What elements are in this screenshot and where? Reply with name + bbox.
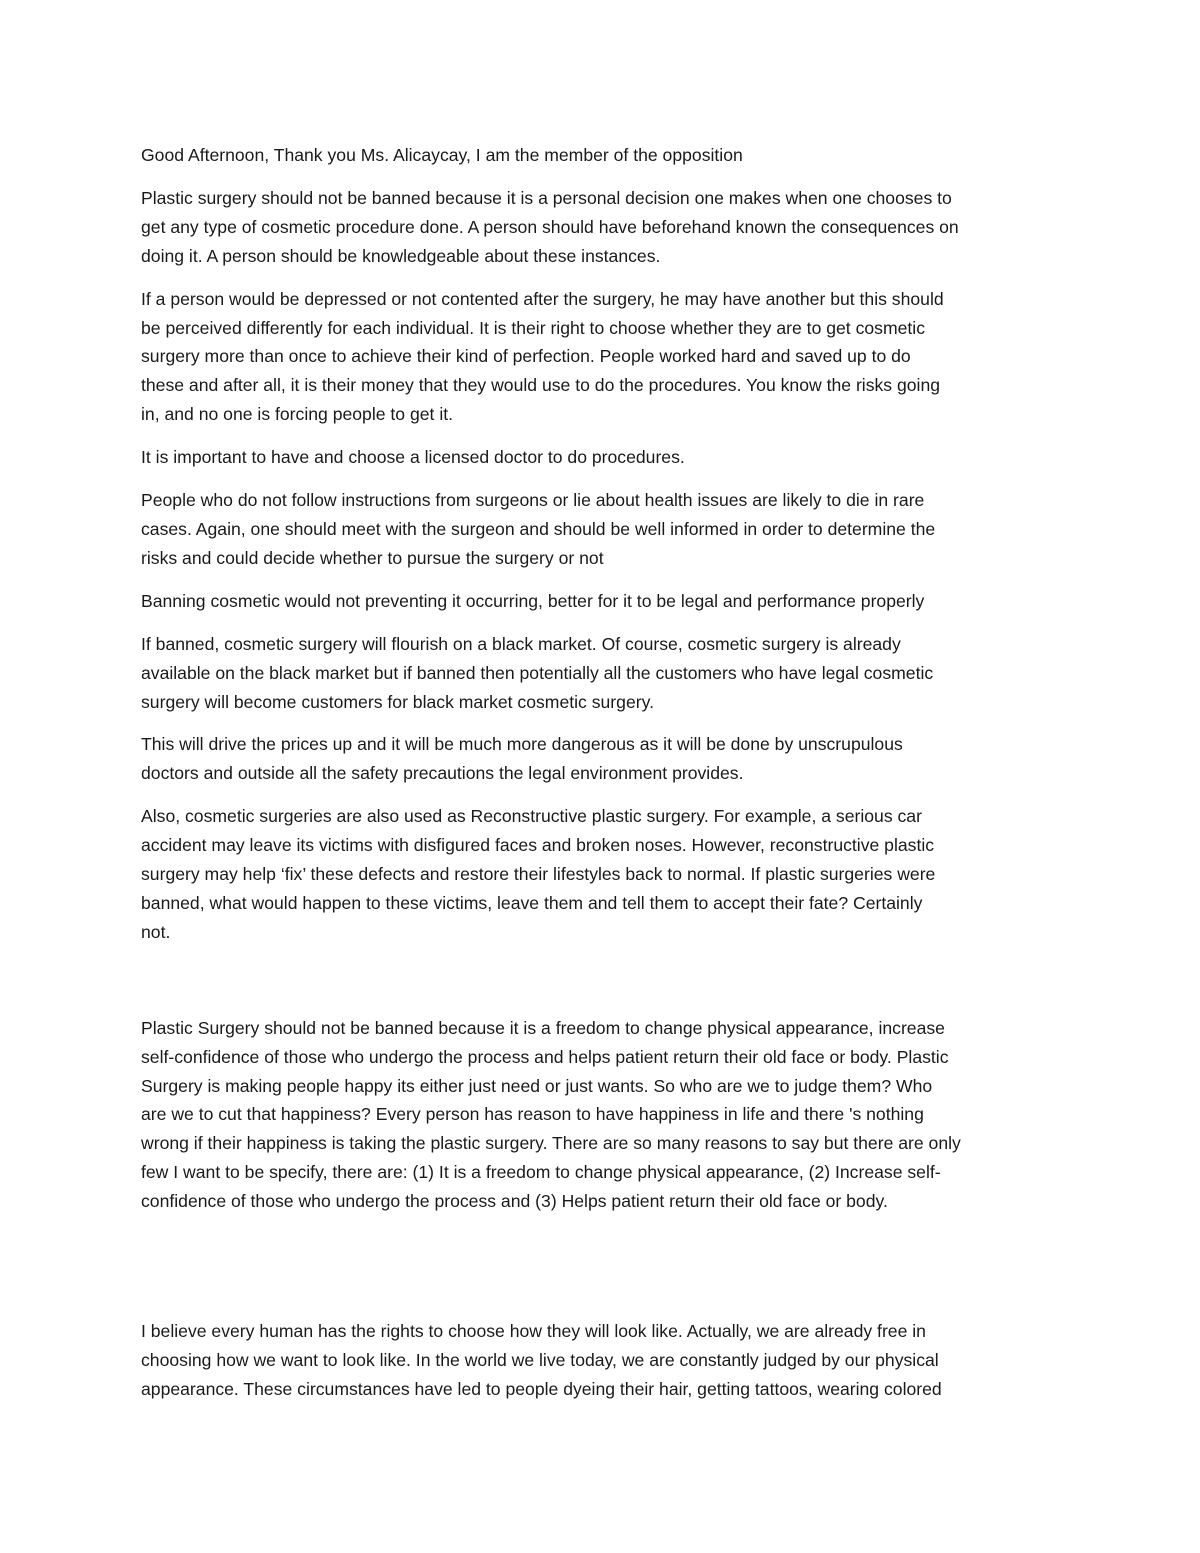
paragraph-personal-decision <box>141 184 1066 271</box>
text-line: It is important to have and choose a licensed doctor to do procedures. <box>141 447 685 468</box>
text-line: cases. Again, one should meet with the surgeon and should be well informed in order to determine the <box>141 518 936 539</box>
blank-line <box>141 1230 1066 1317</box>
text-line: surgery may help ‘fix’ these defects and restore their lifestyles back to normal. If plastic surgeries were <box>141 864 936 885</box>
text-line: few I want to be specify, there are: (1) It is a freedom to change physical appearance, (2) Increase self- <box>141 1162 941 1183</box>
paragraph-freedom <box>141 1014 1066 1216</box>
paragraph-rights <box>141 1317 1066 1404</box>
text-line: choosing how we want to look like. In the world we live today, we are constantly judged by our physical <box>141 1350 939 1370</box>
document-body <box>141 141 1066 1418</box>
text-line: these and after all, it is their money that they would use to do the procedures. You know the risks going <box>141 375 941 396</box>
text-line: in, and no one is forcing people to get it. <box>141 404 454 425</box>
text-line: accident may leave its victims with disfigured faces and broken noses. However, reconstructive plastic <box>141 835 935 856</box>
text-line: If a person would be depressed or not contented after the surgery, he may have another but this should <box>141 288 944 309</box>
blank-line <box>141 961 1066 1014</box>
paragraph-licensed-doctor <box>141 443 1066 472</box>
text-line: Plastic surgery should not be banned because it is a personal decision one makes when one chooses to <box>141 187 952 208</box>
text-line: This will drive the prices up and it will be much more dangerous as it will be done by unscrupulous <box>141 734 903 755</box>
text-line: surgery will become customers for black market cosmetic surgery. <box>141 691 654 712</box>
text-line: People who do not follow instructions from surgeons or lie about health issues are likely to die in rare <box>141 490 925 511</box>
text-line: are we to cut that happiness? Every person has reason to have happiness in life and there 's nothing <box>141 1104 924 1125</box>
text-line: not. <box>141 921 171 942</box>
text-line: Good Afternoon, Thank you Ms. Alicaycay, I am the member of the opposition <box>141 145 743 165</box>
text-line: banned, what would happen to these victims, leave them and tell them to accept their fate? Certainly <box>141 892 923 913</box>
paragraph-greeting <box>141 141 1066 170</box>
text-line: Also, cosmetic surgeries are also used as Reconstructive plastic surgery. For example, a serious car <box>141 806 922 827</box>
text-line: surgery more than once to achieve their kind of perfection. People worked hard and saved up to do <box>141 346 911 367</box>
paragraph-depression <box>141 285 1066 430</box>
paragraph-black-market <box>141 630 1066 717</box>
text-line: doing it. A person should be knowledgeable about these instances. <box>141 245 661 266</box>
text-line: doctors and outside all the safety precautions the legal environment provides. <box>141 763 744 784</box>
paragraph-reconstructive <box>141 802 1066 947</box>
text-line: available on the black market but if banned then potentially all the customers who have legal cosmetic <box>141 662 934 683</box>
text-line: Banning cosmetic would not preventing it occurring, better for it to be legal and performance properly <box>141 590 925 611</box>
text-line: self-confidence of those who undergo the process and helps patient return their old face or body. Plastic <box>141 1046 949 1067</box>
text-line: risks and could decide whether to pursue the surgery or not <box>141 547 604 568</box>
text-line: I believe every human has the rights to choose how they will look like. Actually, we are already free in <box>141 1321 926 1342</box>
text-line: Plastic Surgery should not be banned because it is a freedom to change physical appearance, increase <box>141 1017 945 1038</box>
text-line: If banned, cosmetic surgery will flourish on a black market. Of course, cosmetic surgery is already <box>141 633 901 654</box>
text-line: wrong if their happiness is taking the plastic surgery. There are so many reasons to say but there are only <box>141 1133 961 1154</box>
text-line: be perceived differently for each individual. It is their right to choose whether they are to get cosmetic <box>141 317 925 338</box>
paragraph-banning <box>141 587 1066 616</box>
text-line: appearance. These circumstances have led to people dyeing their hair, getting tattoos, wearing colored <box>141 1378 942 1399</box>
paragraph-instructions <box>141 486 1066 573</box>
text-line: Surgery is making people happy its either just need or just wants. So who are we to judge them? Who <box>141 1075 933 1096</box>
text-line: get any type of cosmetic procedure done. A person should have beforehand known the consequences on <box>141 216 959 237</box>
text-line: confidence of those who undergo the process and (3) Helps patient return their old face or body. <box>141 1191 888 1212</box>
paragraph-prices <box>141 730 1066 788</box>
